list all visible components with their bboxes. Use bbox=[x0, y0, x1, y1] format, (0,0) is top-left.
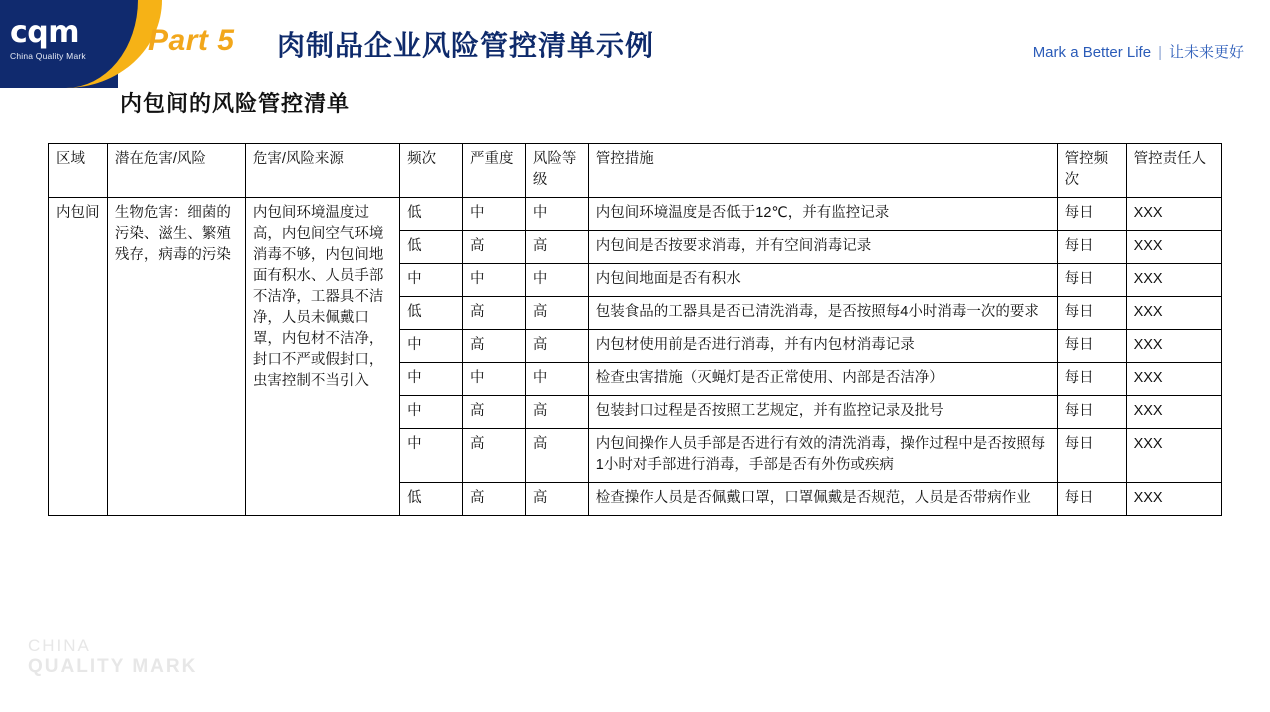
column-header-control-frequency: 管控频次 bbox=[1057, 144, 1126, 198]
column-header-frequency: 频次 bbox=[400, 144, 463, 198]
cell-control-measure: 包装食品的工器具是否已清洗消毒，是否按照每4小时消毒一次的要求 bbox=[588, 297, 1057, 330]
cell-severity: 中 bbox=[462, 363, 525, 396]
cell-frequency: 低 bbox=[400, 483, 463, 516]
column-header-control-measure: 管控措施 bbox=[588, 144, 1057, 198]
slogan-english: Mark a Better Life bbox=[1032, 44, 1152, 61]
part-label: Part 5 bbox=[148, 24, 235, 57]
cell-control-frequency: 每日 bbox=[1057, 396, 1126, 429]
cell-frequency: 中 bbox=[400, 363, 463, 396]
cell-control-frequency: 每日 bbox=[1057, 297, 1126, 330]
cell-control-frequency: 每日 bbox=[1057, 264, 1126, 297]
column-header-responsible-person: 管控责任人 bbox=[1126, 144, 1221, 198]
table-header bbox=[49, 144, 1222, 198]
cell-responsible-person: XXX bbox=[1126, 198, 1221, 231]
slogan-separator: | bbox=[1158, 44, 1162, 61]
section-subtitle: 内包间的风险管控清单 bbox=[120, 91, 351, 116]
slogan-chinese: 让未来更好 bbox=[1168, 44, 1244, 61]
cell-risk-level: 中 bbox=[525, 198, 588, 231]
cell-responsible-person: XXX bbox=[1126, 396, 1221, 429]
column-header-area: 区域 bbox=[49, 144, 108, 198]
cell-control-measure: 检查虫害措施（灭蝇灯是否正常使用、内部是否洁净） bbox=[588, 363, 1057, 396]
table-header-row bbox=[49, 144, 1222, 198]
cell-frequency: 中 bbox=[400, 396, 463, 429]
cell-hazard: 生物危害：细菌的污染、滋生、繁殖残存，病毒的污染 bbox=[107, 198, 245, 516]
cell-area: 内包间 bbox=[49, 198, 108, 516]
logo-wordmark: cqm bbox=[10, 15, 80, 50]
cell-responsible-person: XXX bbox=[1126, 330, 1221, 363]
cell-severity: 高 bbox=[462, 297, 525, 330]
cell-responsible-person: XXX bbox=[1126, 483, 1221, 516]
cell-risk-level: 中 bbox=[525, 363, 588, 396]
cell-severity: 高 bbox=[462, 483, 525, 516]
cell-risk-level: 高 bbox=[525, 297, 588, 330]
cell-control-measure: 内包间地面是否有积水 bbox=[588, 264, 1057, 297]
cell-responsible-person: XXX bbox=[1126, 297, 1221, 330]
cell-responsible-person: XXX bbox=[1126, 231, 1221, 264]
cell-risk-level: 高 bbox=[525, 231, 588, 264]
cell-frequency: 低 bbox=[400, 231, 463, 264]
cell-risk-level: 高 bbox=[525, 429, 588, 483]
risk-control-table bbox=[48, 143, 1222, 516]
cell-frequency: 低 bbox=[400, 297, 463, 330]
cell-responsible-person: XXX bbox=[1126, 363, 1221, 396]
table-body bbox=[49, 198, 1222, 516]
logo-subtitle: China Quality Mark bbox=[10, 51, 86, 61]
cell-frequency: 低 bbox=[400, 198, 463, 231]
cell-control-frequency: 每日 bbox=[1057, 429, 1126, 483]
cell-severity: 高 bbox=[462, 396, 525, 429]
cqm-logo bbox=[10, 15, 114, 61]
cell-risk-level: 中 bbox=[525, 264, 588, 297]
risk-control-table-container bbox=[48, 143, 1222, 516]
brand-slogan bbox=[1033, 41, 1244, 62]
cell-control-measure: 内包间操作人员手部是否进行有效的清洗消毒，操作过程中是否按照每1小时对手部进行消毒，手部是否有外伤或疾病 bbox=[588, 429, 1057, 483]
cell-severity: 高 bbox=[462, 231, 525, 264]
cell-control-frequency: 每日 bbox=[1057, 483, 1126, 516]
cell-responsible-person: XXX bbox=[1126, 429, 1221, 483]
cell-control-frequency: 每日 bbox=[1057, 231, 1126, 264]
cell-severity: 中 bbox=[462, 198, 525, 231]
page-header bbox=[0, 0, 1270, 88]
cell-risk-level: 高 bbox=[525, 330, 588, 363]
column-header-risk-level: 风险等级 bbox=[525, 144, 588, 198]
cell-frequency: 中 bbox=[400, 429, 463, 483]
column-header-source: 危害/风险来源 bbox=[245, 144, 399, 198]
cell-severity: 高 bbox=[462, 330, 525, 363]
column-header-hazard: 潜在危害/风险 bbox=[107, 144, 245, 198]
cell-severity: 高 bbox=[462, 429, 525, 483]
cell-control-measure: 内包间环境温度是否低于12℃，并有监控记录 bbox=[588, 198, 1057, 231]
table-row bbox=[49, 198, 1222, 231]
cell-control-measure: 包装封口过程是否按照工艺规定，并有监控记录及批号 bbox=[588, 396, 1057, 429]
cell-control-frequency: 每日 bbox=[1057, 198, 1126, 231]
cell-frequency: 中 bbox=[400, 330, 463, 363]
cell-risk-level: 高 bbox=[525, 483, 588, 516]
column-header-severity: 严重度 bbox=[462, 144, 525, 198]
cell-control-measure: 内包间是否按要求消毒，并有空间消毒记录 bbox=[588, 231, 1057, 264]
cell-frequency: 中 bbox=[400, 264, 463, 297]
footer-watermark bbox=[28, 636, 197, 678]
cell-control-frequency: 每日 bbox=[1057, 363, 1126, 396]
cell-source: 内包间环境温度过高，内包间空气环境消毒不够，内包间地面有积水、人员手部不洁净，工器具不洁净，人员未佩戴口罩，内包材不洁净，封口不严或假封口，虫害控制不当引入 bbox=[245, 198, 399, 516]
cell-severity: 中 bbox=[462, 264, 525, 297]
cell-control-measure: 检查操作人员是否佩戴口罩，口罩佩戴是否规范，人员是否带病作业 bbox=[588, 483, 1057, 516]
cell-risk-level: 高 bbox=[525, 396, 588, 429]
page-title: 肉制品企业风险管控清单示例 bbox=[277, 30, 655, 61]
cell-control-frequency: 每日 bbox=[1057, 330, 1126, 363]
cell-responsible-person: XXX bbox=[1126, 264, 1221, 297]
watermark-line-1: CHINA bbox=[28, 636, 91, 655]
watermark-line-2: QUALITY MARK bbox=[28, 656, 198, 677]
cell-control-measure: 内包材使用前是否进行消毒，并有内包材消毒记录 bbox=[588, 330, 1057, 363]
